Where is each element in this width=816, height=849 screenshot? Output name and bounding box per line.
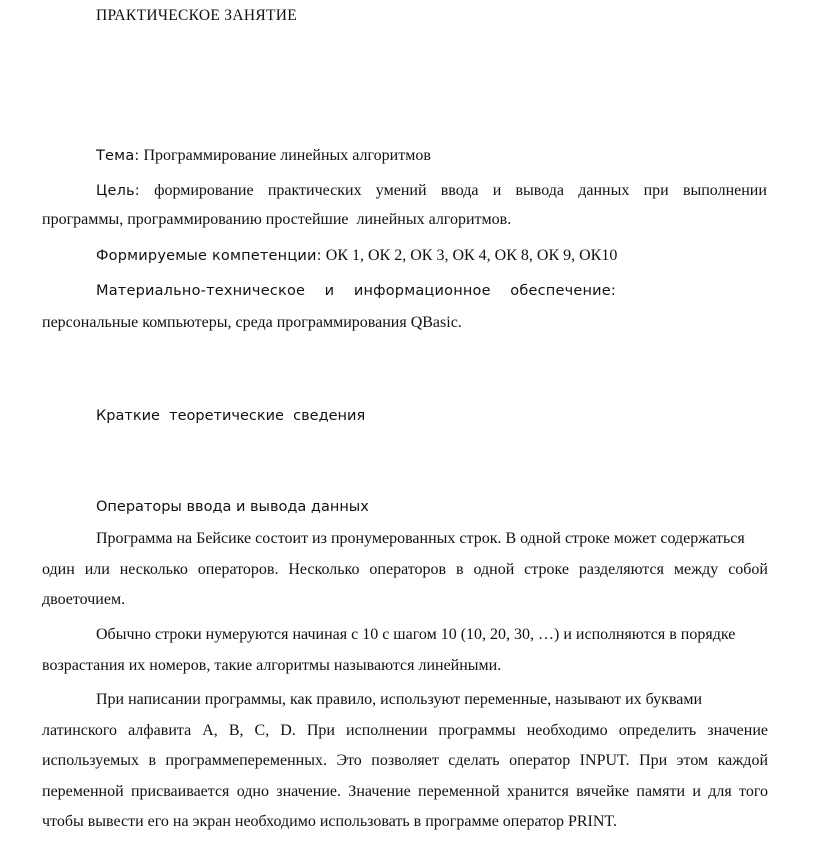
goal-word: практических — [267, 182, 362, 199]
paragraph-first-line: При написании программы, как правило, используют переменные, называют их буквами — [96, 691, 703, 708]
paragraph-body: возрастания их номеров, такие алгоритмы называются линейными. — [42, 656, 502, 674]
goal-word: ввода — [440, 182, 479, 199]
support-word: обеспечение: — [510, 283, 616, 299]
competencies-text: ОК 1, ОК 2, ОК 3, ОК 4, ОК 8, ОК 9, ОК10 — [325, 247, 618, 264]
paragraph-body: латинского алфавита A, B, C, D. При исполнении программы необходимо определить значение используемых в программепеременных. Это позволяет сделать оператор INPUT. При этом каждой переменной присваивается одно значение. Значение переменной хранится вячейке памяти и для того чтобы вывести его на экран необходимо использовать в программе оператор PRINT. — [42, 721, 768, 830]
support-word: и — [324, 283, 335, 299]
competencies-line — [96, 246, 617, 266]
competencies-label: Формируемые компетенции: — [96, 248, 322, 264]
support-word: Материально-техническое — [96, 283, 306, 299]
goal-line-2: программы, программированию простейшие линейных алгоритмов. — [42, 211, 512, 228]
page-header: ПРАКТИЧЕСКОЕ ЗАНЯТИЕ — [96, 7, 298, 24]
goal-word: умений — [375, 182, 427, 199]
goal-word: выполнении — [682, 182, 767, 199]
goal-word: вывода — [515, 182, 565, 199]
topic-text: Программирование линейных алгоритмов — [143, 147, 431, 164]
paragraph-body: один или несколько операторов. Несколько операторов в одной строке разделяются между собой двоеточием. — [42, 560, 768, 608]
theory-heading: Краткие теоретические сведения — [96, 408, 366, 424]
paragraph-first-line: Программа на Бейсике состоит из пронумерованных строк. В одной строке может содержаться — [96, 530, 745, 547]
goal-word: данных — [578, 182, 630, 199]
goal-word: при — [643, 182, 669, 199]
goal-word: формирование — [154, 182, 254, 199]
support-line-1 — [96, 281, 616, 301]
paragraph-first-line: Обычно строки нумеруются начиная с 10 с шагом 10 (10, 20, 30, …) и исполняются в порядке — [96, 626, 736, 643]
paragraph — [42, 524, 768, 616]
goal-line-1 — [96, 181, 767, 201]
goal-label: Цель: — [96, 183, 140, 199]
paragraph — [42, 685, 768, 838]
goal-word: и — [492, 182, 502, 199]
operators-heading: Операторы ввода и вывода данных — [96, 499, 369, 515]
paragraph — [42, 620, 768, 681]
support-line-2: персональные компьютеры, среда программирования QBasic. — [42, 314, 462, 331]
topic-line — [96, 146, 431, 166]
support-word: информационное — [353, 283, 491, 299]
topic-label: Тема: — [96, 148, 140, 164]
